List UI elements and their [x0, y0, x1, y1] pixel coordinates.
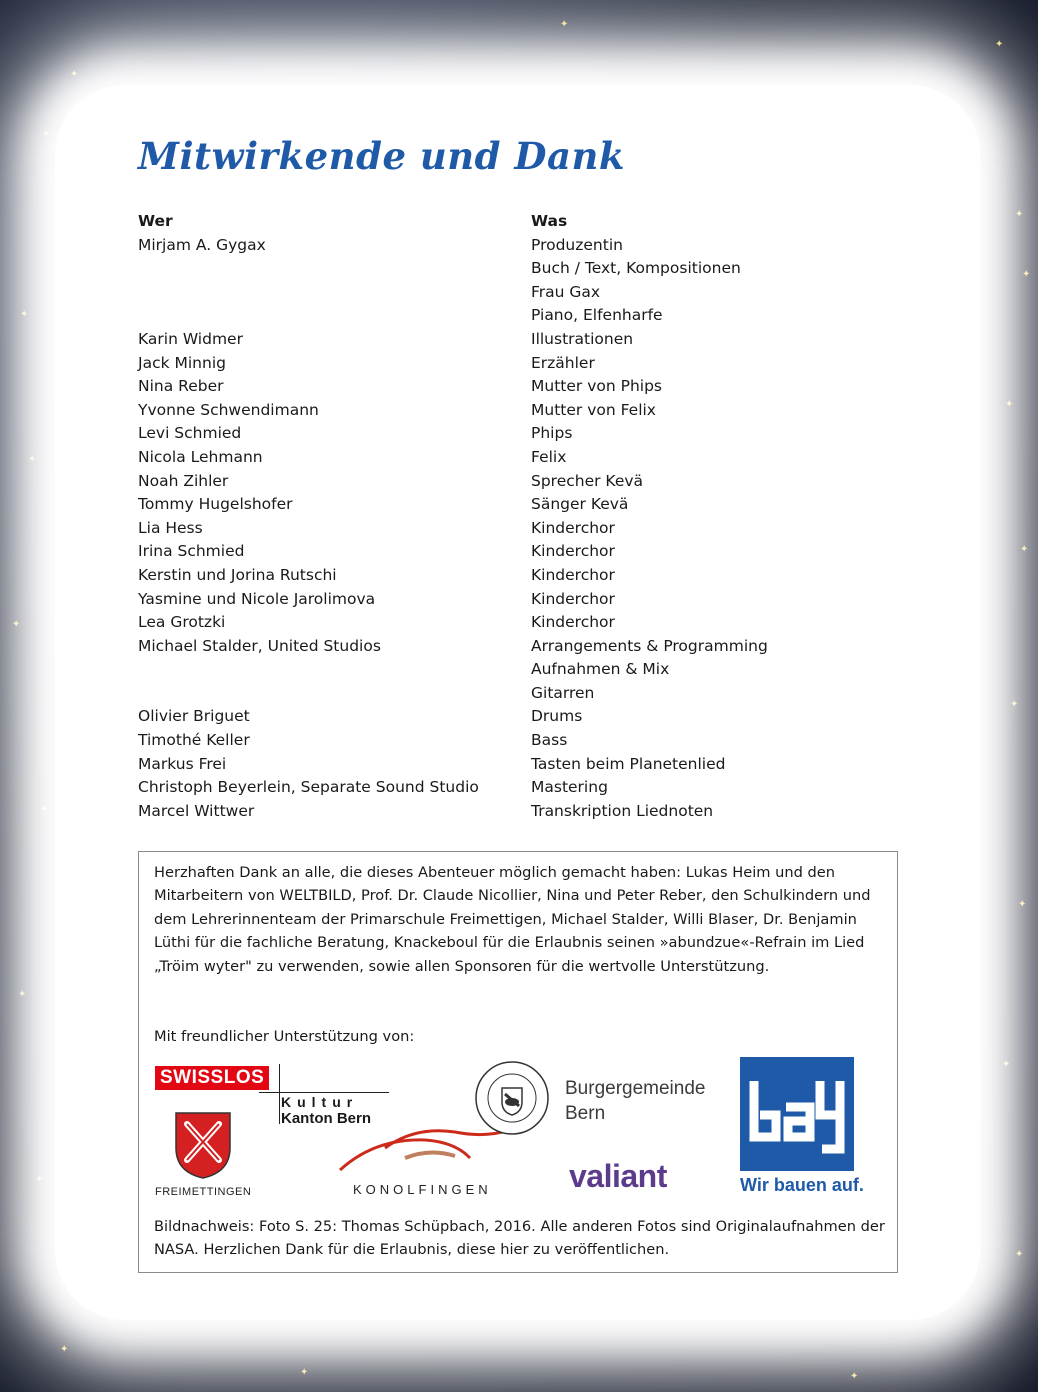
star-icon: ✦ [35, 1174, 44, 1185]
who-list-item: Olivier Briguet [138, 707, 250, 726]
who-list-item: Marcel Wittwer [138, 801, 255, 820]
who-list-item: Michael Stalder, United Studios [138, 636, 381, 655]
who-list-item: Markus Frei [138, 754, 227, 773]
what-list-item: Aufnahmen & Mix [531, 660, 670, 679]
bay-slogan: Wir bauen auf. [740, 1175, 864, 1195]
what-list-item: Drums [531, 707, 583, 726]
what-list-item: Kinderchor [531, 542, 615, 561]
what-list-item: Kinderchor [531, 589, 615, 608]
star-icon: ✦ [1005, 399, 1014, 410]
star-icon: ✦ [1010, 699, 1019, 710]
what-list-item: Transkription Liednoten [531, 801, 714, 820]
kultur-logo-line1: Kultur [281, 1094, 359, 1110]
who-list-item: Nicola Lehmann [138, 447, 263, 466]
bay-logo-icon [740, 1057, 854, 1171]
what-list-item: Bass [531, 731, 568, 750]
star-icon: ✦ [70, 69, 79, 80]
star-icon: ✦ [1015, 209, 1024, 220]
star-icon: ✦ [1015, 1249, 1024, 1260]
who-list-item: Christoph Beyerlein, Separate Sound Studio [138, 778, 479, 797]
what-list-item: Kinderchor [531, 613, 615, 632]
credits-who-column [138, 210, 518, 823]
what-list-item: Arrangements & Programming [531, 636, 768, 655]
star-icon: ✦ [1020, 544, 1029, 555]
who-list-item [138, 257, 518, 281]
burgergemeinde-seal-icon [472, 1058, 552, 1138]
what-list-item: Gitarren [531, 683, 595, 702]
star-icon: ✦ [560, 19, 569, 30]
who-list-item: Irina Schmied [138, 542, 245, 561]
what-list-item: Mutter von Phips [531, 377, 662, 396]
who-list-item: Nina Reber [138, 377, 224, 396]
star-icon: ✦ [995, 39, 1004, 50]
who-list-item: Lea Grotzki [138, 613, 226, 632]
photo-credits: Bildnachweis: Foto S. 25: Thomas Schüpbach, 2016. Alle anderen Fotos sind Originalaufnahmen der NASA. Herzlichen Dank für die Erlaubnis, diese hier zu veröffentlichen. [154, 1218, 885, 1259]
who-list-item [138, 682, 518, 706]
what-list-item: Produzentin [531, 235, 623, 254]
star-icon: ✦ [18, 989, 27, 1000]
who-list-item: Mirjam A. Gygax [138, 235, 266, 254]
star-icon: ✦ [1022, 269, 1031, 280]
who-list-item: Karin Widmer [138, 329, 243, 348]
what-list-item: Buch / Text, Kompositionen [531, 259, 741, 278]
who-header: Wer [138, 212, 173, 230]
who-list-item: Timothé Keller [138, 731, 250, 750]
who-list-item [138, 304, 518, 328]
who-list [138, 234, 518, 824]
what-list-item: Erzähler [531, 353, 595, 372]
what-list-item: Mutter von Felix [531, 400, 656, 419]
what-list-item: Piano, Elfenharfe [531, 306, 663, 325]
kultur-logo-line2: Kanton Bern [281, 1110, 371, 1127]
star-icon: ✦ [20, 309, 29, 320]
konolfingen-label: KONOLFINGEN [353, 1182, 492, 1197]
what-list-item: Phips [531, 424, 573, 443]
what-list-item: Sprecher Kevä [531, 471, 644, 490]
valiant-logo: valiant [569, 1158, 667, 1194]
what-list-item: Frau Gax [531, 282, 601, 301]
star-icon: ✦ [40, 804, 49, 815]
what-list [531, 234, 891, 824]
star-icon: ✦ [850, 1371, 859, 1382]
what-list-item: Illustrationen [531, 329, 634, 348]
freimettingen-label: FREIMETTINGEN [155, 1186, 252, 1198]
who-list-item [138, 281, 518, 305]
swisslos-logo: SWISSLOS [155, 1066, 269, 1090]
what-list-item: Tasten beim Planetenlied [531, 754, 726, 773]
kultur-logo-vertical-line [279, 1064, 280, 1124]
star-icon: ✦ [1002, 1059, 1011, 1070]
who-list-item: Lia Hess [138, 518, 203, 537]
freimettingen-crest-icon [173, 1110, 233, 1180]
thanks-box [138, 851, 898, 1273]
who-list-item: Yasmine und Nicole Jarolimova [138, 589, 376, 608]
who-list-item: Kerstin und Jorina Rutschi [138, 565, 337, 584]
burgergemeinde-label-line1: Burgergemeinde [565, 1078, 706, 1099]
credits-what-column [531, 210, 891, 823]
star-icon: ✦ [12, 619, 21, 630]
star-icon: ✦ [1018, 899, 1027, 910]
who-list-item: Noah Zihler [138, 471, 229, 490]
who-list-item: Tommy Hugelshofer [138, 495, 293, 514]
what-list-item: Kinderchor [531, 565, 615, 584]
support-label: Mit freundlicher Unterstützung von: [154, 1028, 415, 1045]
star-icon: ✦ [42, 129, 51, 140]
what-list-item: Kinderchor [531, 518, 615, 537]
who-list-item: Jack Minnig [138, 353, 226, 372]
thanks-text: Herzhaften Dank an alle, die dieses Abenteuer möglich gemacht haben: Lukas Heim und den Mitarbeitern von WELTBILD, Prof. Dr. Claude Nicollier, Nina und Peter Reber, den Schulkindern und dem Lehrerinnenteam der Primarschule Freimettigen, Michael Stalder, Willi Blaser, Dr. Benjamin Lüthi für die fachliche Beratung, Knackeboul für die Erlaubnis seinen »abundzue«-Refrain im Lied „Tröim wyter" zu verwenden, sowie allen Sponsoren für die wertvolle Unterstützung. [154, 864, 871, 975]
what-list-item: Mastering [531, 778, 608, 797]
what-header: Was [531, 212, 568, 230]
what-list-item: Felix [531, 447, 567, 466]
what-list-item: Sänger Kevä [531, 495, 629, 514]
burgergemeinde-label-line2: Bern [565, 1103, 606, 1124]
kultur-logo-horizontal-line [259, 1092, 389, 1093]
star-icon: ✦ [28, 454, 37, 465]
star-icon: ✦ [60, 1344, 69, 1355]
page-title: Mitwirkende und Dank [138, 134, 626, 178]
who-list-item: Levi Schmied [138, 424, 242, 443]
star-icon: ✦ [300, 1367, 309, 1378]
who-list-item [138, 658, 518, 682]
who-list-item: Yvonne Schwendimann [138, 400, 319, 419]
